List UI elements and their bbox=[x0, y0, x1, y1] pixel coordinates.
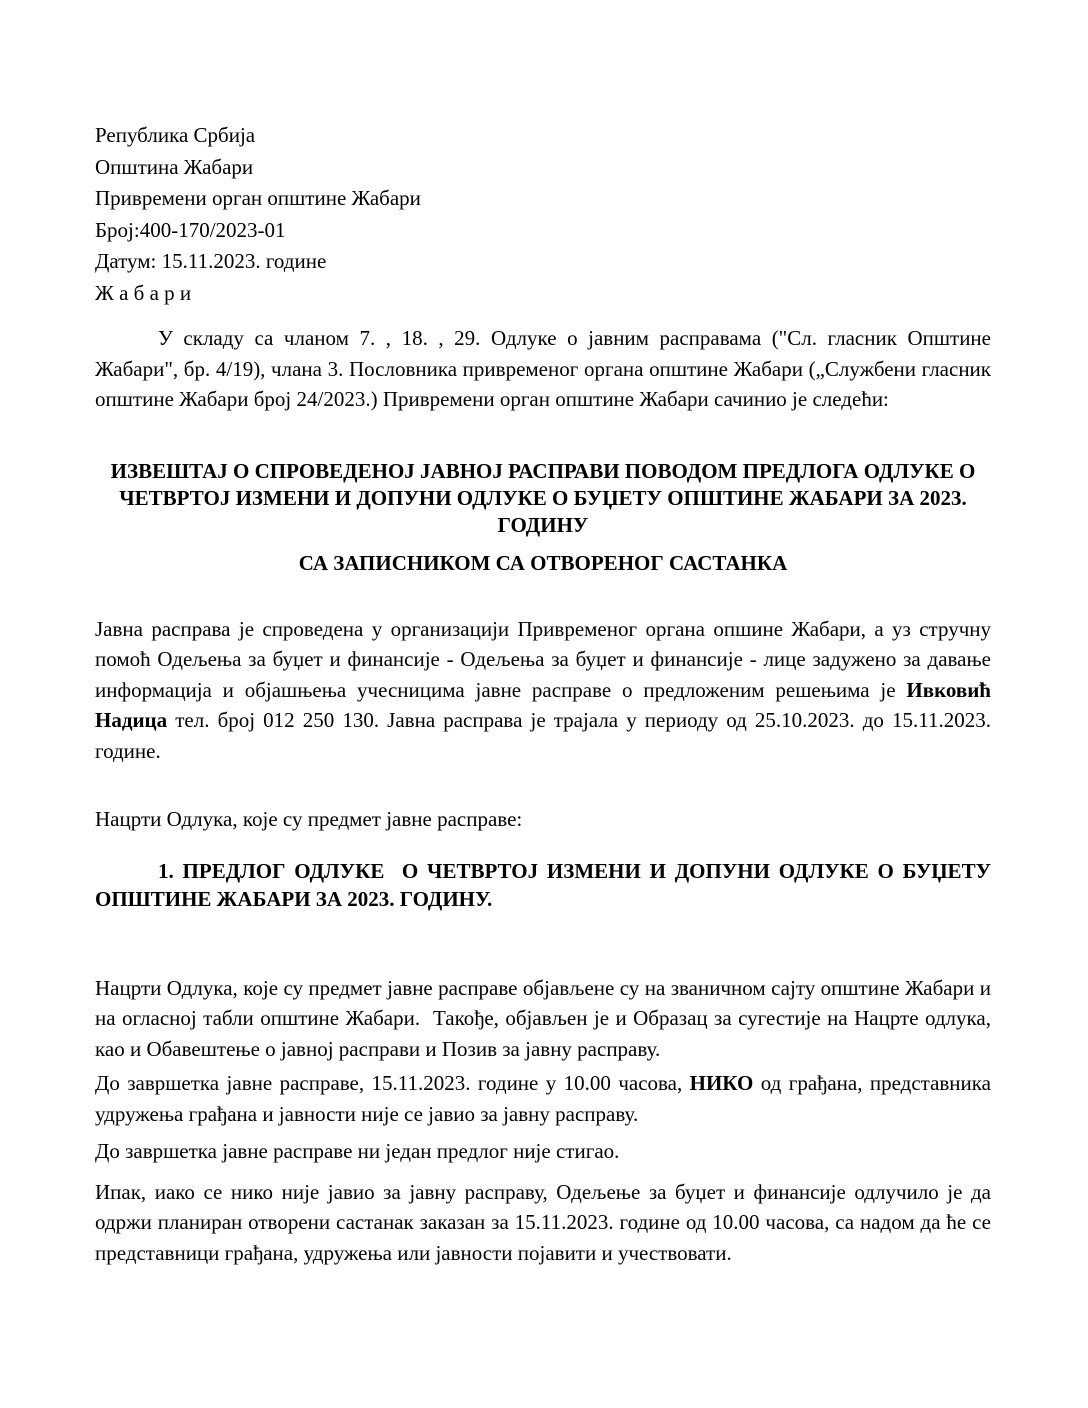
document-title: ИЗВЕШТАЈ О СПРОВЕДЕНОЈ ЈАВНОЈ РАСПРАВИ ПОВОДОМ ПРЕДЛОГА ОДЛУКЕ О ЧЕТВРТОЈ ИЗМЕНИ И ДОПУНИ ОДЛУКЕ О БУЏЕТУ ОПШТИНЕ ЖАБАРИ ЗА 2023. ГОДИНУ bbox=[110, 458, 976, 537]
drafts-intro-line: Нацрти Одлука, које су предмет јавне расправе: bbox=[95, 807, 523, 831]
header-line-municipality: Општина Жабари bbox=[95, 154, 254, 179]
niko-emphasis: НИКО bbox=[689, 1071, 754, 1095]
contact-person-name: Ивковић Надица bbox=[95, 677, 991, 732]
organization-text-before: Јавна расправа је спроведена у организацији Привременог органа опшине Жабари, а уз стручну помоћ Одељења за буџет и финансије - Одељења за буџет и финансије - лице задужено за давање информација и објашњења учесницима јавне расправе о предложеним решењима је bbox=[95, 616, 991, 702]
header-line-republic: Република Србија bbox=[95, 123, 256, 147]
no-participants-text-after: од грађана, представника удружења грађана и јавности није се јавио за јавну расправу. bbox=[95, 1071, 991, 1126]
header-line-number: Број:400-170/2023-01 bbox=[95, 217, 286, 242]
closing-paragraph: Ипак, иако се нико није јавио за јавну расправу, Одељење за буџет и финансије одлучило је да одржи планиран отворени састанак заказан за 15.11.2023. године од 10.00 часова, са надом да ће се представници грађана, удружења или јавности појавити и учествовати. bbox=[95, 1179, 991, 1265]
header-line-authority: Привремени орган општине Жабари bbox=[95, 186, 421, 210]
header-line-date: Датум: 15.11.2023. године bbox=[95, 249, 327, 273]
intro-paragraph: У складу са чланом 7. , 18. , 29. Одлуке о јавним расправама ("Сл. гласник Општине Жабари", бр. 4/19), члана 3. Пословника привременог органа општине Жабари („Службени гласник општине Жабари број 24/2023.) Привремени орган општине Жабари сачинио је следећи: bbox=[95, 326, 991, 411]
no-participants-text-before: До завршетка јавне расправе, 15.11.2023. године у 10.00 часова, bbox=[95, 1071, 690, 1095]
no-proposals-line: До завршетка јавне расправе ни један предлог није стигао. bbox=[95, 1139, 620, 1163]
publication-paragraph: Нацрти Одлука, које су предмет јавне расправе објављене су на званичном сајту општине Жабари и на огласној табли општине Жабари. Такође, објављен је и Образац за сугестије на Нацрте одлука, као и Обавештење о јавној расправи и Позив за јавну расправу. bbox=[95, 975, 991, 1061]
organization-paragraph bbox=[95, 614, 991, 767]
document-subtitle: СА ЗАПИСНИКОМ СА ОТВОРЕНОГ САСТАНКА bbox=[298, 550, 788, 575]
organization-text-after: тел. број 012 250 130. Јавна расправа је трајала у периоду од 25.10.2023. до 15.11.2023. године. bbox=[95, 708, 991, 763]
document-header bbox=[95, 120, 991, 309]
draft-decision-item: 1. ПРЕДЛОГ ОДЛУКЕ О ЧЕТВРТОЈ ИЗМЕНИ И ДОПУНИ ОДЛУКЕ О БУЏЕТУ ОПШТИНЕ ЖАБАРИ ЗА 2023. ГОДИНУ. bbox=[95, 858, 991, 911]
no-participants-paragraph bbox=[95, 1068, 991, 1129]
header-line-place: Ж а б а р и bbox=[95, 280, 192, 305]
